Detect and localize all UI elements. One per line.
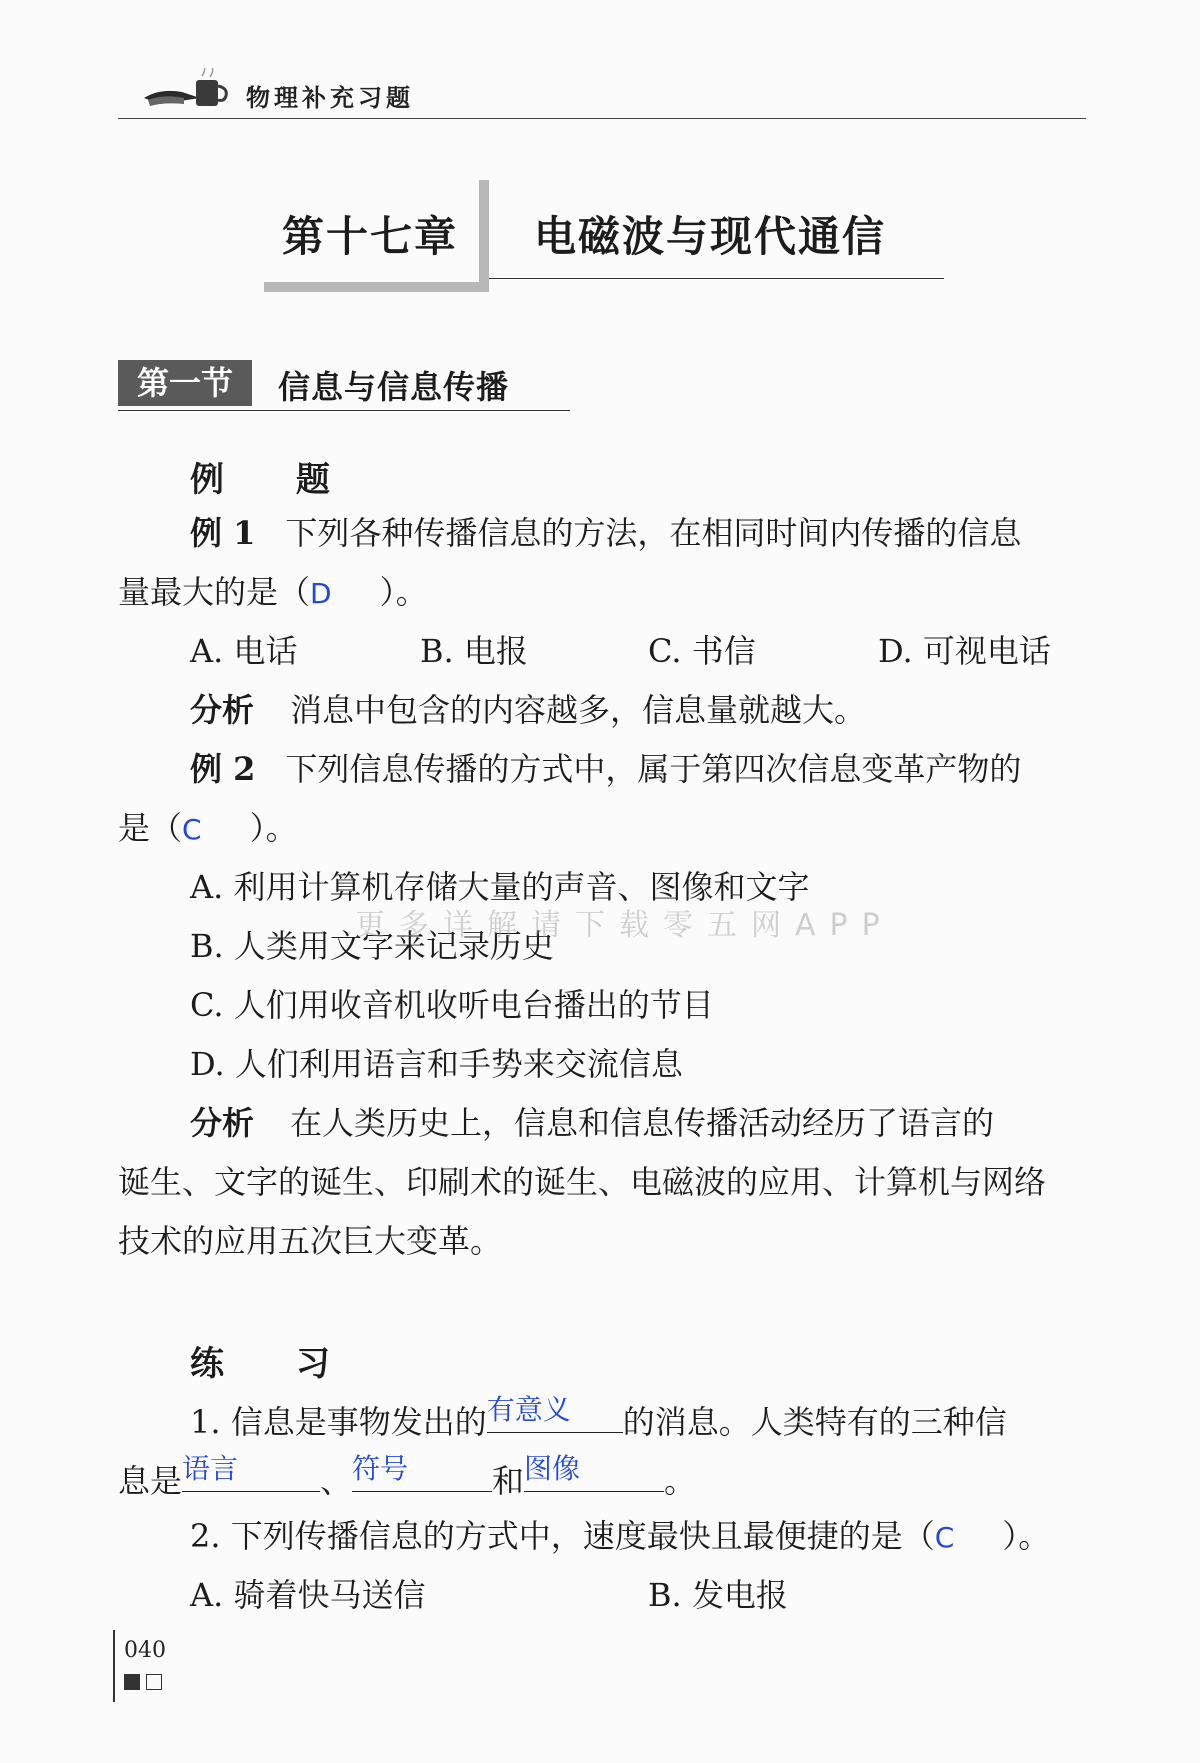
examples-heading: 例 题 bbox=[190, 460, 360, 500]
section-header bbox=[118, 358, 570, 411]
running-header-title: 物理补充习题 bbox=[246, 84, 414, 112]
example2-analysis-label: 分析 bbox=[190, 1104, 255, 1142]
q1-blank-2 bbox=[182, 1452, 320, 1492]
chapter-number: 第十七章 bbox=[282, 212, 459, 261]
example1-analysis-label: 分析 bbox=[190, 691, 255, 729]
example1-answer: D bbox=[310, 577, 332, 610]
chapter-title bbox=[264, 180, 944, 290]
q1-answer-3: 符号 bbox=[352, 1452, 409, 1485]
section-label: 第一节 bbox=[118, 360, 252, 406]
q2-stem: 2. 下列传播信息的方式中，速度最快且最便捷的是（C ）。 bbox=[190, 1517, 1051, 1555]
example1-option-d: D. 可视电话 bbox=[878, 632, 1051, 670]
example2-analysis-line1: 分析 在人类历史上，信息和信息传播活动经历了语言的 bbox=[190, 1104, 995, 1142]
footer-rule bbox=[113, 1630, 115, 1702]
example2-option-a: A. 利用计算机存储大量的声音、图像和文字 bbox=[190, 868, 810, 906]
example1-stem-line2: 量最大的是（D ）。 bbox=[118, 573, 428, 611]
example1-analysis: 分析 消息中包含的内容越多，信息量就越大。 bbox=[190, 691, 867, 729]
example2-analysis-line3: 技术的应用五次巨大变革。 bbox=[118, 1222, 503, 1260]
q2-option-a: A. 骑着快马送信 bbox=[190, 1576, 426, 1614]
watermark: 更多详解请下载零五网APP bbox=[355, 908, 894, 943]
q2-option-b: B. 发电报 bbox=[648, 1576, 788, 1614]
example2-answer: C bbox=[182, 813, 202, 846]
book-and-cup-icon bbox=[140, 68, 240, 112]
example2-option-d: D. 人们利用语言和手势来交流信息 bbox=[190, 1045, 683, 1083]
q1-line1: 1. 信息是事物发出的 有意义 的消息。人类特有的三种信 bbox=[190, 1398, 1007, 1442]
running-header bbox=[118, 62, 1086, 119]
example2-stem-line2: 是（C ）。 bbox=[118, 809, 298, 847]
q1-answer-2: 语言 bbox=[182, 1452, 239, 1485]
empty-square-icon bbox=[146, 1674, 162, 1690]
example1-option-c: C. 书信 bbox=[648, 632, 756, 670]
chapter-title-shadow bbox=[264, 282, 489, 292]
filled-square-icon bbox=[124, 1674, 140, 1690]
q2-answer: C bbox=[934, 1521, 955, 1554]
example2-label: 例 2 bbox=[190, 750, 256, 788]
example1-label: 例 1 bbox=[190, 514, 256, 552]
example2-option-c: C. 人们用收音机收听电台播出的节目 bbox=[190, 986, 714, 1024]
example2-analysis-line2: 诞生、文字的诞生、印刷术的诞生、电磁波的应用、计算机与网络 bbox=[118, 1163, 1047, 1201]
example1-option-a: A. 电话 bbox=[190, 632, 298, 670]
example2-stem-line1: 例 2 下列信息传播的方式中，属于第四次信息变革产物的 bbox=[190, 750, 1022, 788]
q1-blank-3 bbox=[352, 1452, 492, 1492]
example1-stem-text: 下列各种传播信息的方法，在相同时间内传播的信息 bbox=[285, 514, 1022, 552]
chapter-underline bbox=[489, 278, 944, 279]
practice-heading: 练 习 bbox=[190, 1344, 360, 1384]
section-title: 信息与信息传播 bbox=[278, 368, 510, 406]
page-number: 040 bbox=[124, 1638, 166, 1663]
q1-answer-4: 图像 bbox=[524, 1452, 581, 1485]
chapter-divider-bar bbox=[479, 180, 489, 290]
example1-stem-line1 bbox=[190, 513, 1021, 553]
example2-option-b: B. 人类用文字来记录历史 bbox=[190, 927, 554, 965]
chapter-name: 电磁波与现代通信 bbox=[534, 212, 887, 261]
q1-blank-1 bbox=[486, 1393, 623, 1433]
q1-blank-4 bbox=[524, 1452, 664, 1492]
q1-line2: 息是 语言 、 符号 和 图像 。 bbox=[118, 1457, 696, 1501]
example1-option-b: B. 电报 bbox=[420, 632, 528, 670]
q1-answer-1: 有意义 bbox=[486, 1393, 571, 1426]
